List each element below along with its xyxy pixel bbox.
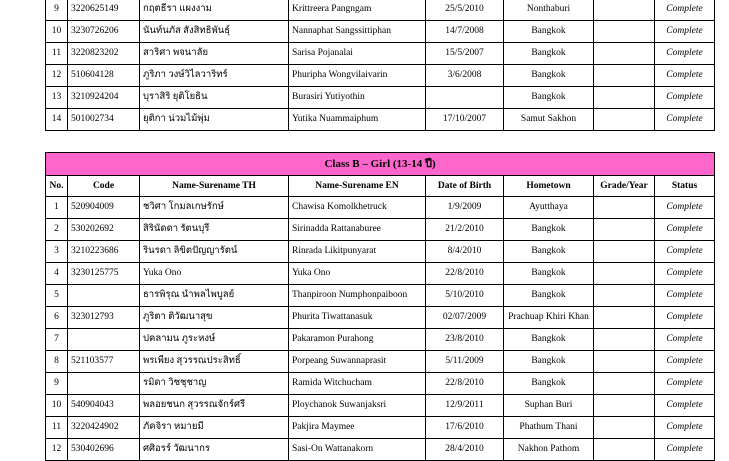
cell-no: 13 (46, 87, 68, 109)
cell-grade (594, 395, 655, 417)
cell-grade (594, 439, 655, 461)
header-hometown: Hometown (504, 176, 594, 197)
cell-no: 3 (46, 241, 68, 263)
cell-no: 12 (46, 65, 68, 87)
cell-hometown: Phathum Thani (504, 417, 594, 439)
cell-code: 501002734 (68, 109, 140, 131)
cell-status: Complete (655, 373, 715, 395)
cell-name-th: ภูริภา วงษ์วิไลวาริทร์ (140, 65, 289, 87)
cell-no: 11 (46, 417, 68, 439)
cell-name-en: Sasi-On Wattanakorn (289, 439, 426, 461)
header-status: Status (655, 176, 715, 197)
header-dob: Date of Birth (426, 176, 504, 197)
cell-no: 7 (46, 329, 68, 351)
cell-grade (594, 351, 655, 373)
cell-code: 540904043 (68, 395, 140, 417)
cell-name-th: บุราสิริ ยุติโยธิน (140, 87, 289, 109)
cell-no: 1 (46, 197, 68, 219)
cell-name-th: นันท์นภัส สังสิทธิพันธุ์ (140, 21, 289, 43)
cell-status: Complete (655, 439, 715, 461)
cell-dob: 8/4/2010 (426, 241, 504, 263)
cell-no: 9 (46, 373, 68, 395)
cell-no: 4 (46, 263, 68, 285)
cell-name-en: Yuka Ono (289, 263, 426, 285)
cell-dob: 21/2/2010 (426, 219, 504, 241)
cell-code: 510604128 (68, 65, 140, 87)
cell-name-th: สิรินัดดา รัตนบุรี (140, 219, 289, 241)
table-row (46, 87, 715, 109)
cell-dob (426, 87, 504, 109)
cell-name-en: Burasiri Yutiyothin (289, 87, 426, 109)
cell-code: 3220625149 (68, 0, 140, 21)
cell-status: Complete (655, 263, 715, 285)
cell-hometown: Bangkok (504, 373, 594, 395)
cell-hometown: Samut Sakhon (504, 109, 594, 131)
cell-hometown: Bangkok (504, 219, 594, 241)
cell-status: Complete (655, 307, 715, 329)
cell-code: 521103577 (68, 351, 140, 373)
table-row (46, 329, 715, 351)
cell-grade (594, 109, 655, 131)
cell-name-th: พลอยชนก สุวรรณจักร์ศรี (140, 395, 289, 417)
cell-grade (594, 329, 655, 351)
table-row (46, 351, 715, 373)
cell-no: 9 (46, 0, 68, 21)
cell-code: 323012793 (68, 307, 140, 329)
cell-code: 520904009 (68, 197, 140, 219)
cell-code: 3210223686 (68, 241, 140, 263)
cell-status: Complete (655, 395, 715, 417)
table-row (46, 373, 715, 395)
cell-dob: 22/8/2010 (426, 373, 504, 395)
header-no: No. (46, 176, 68, 197)
cell-dob: 23/8/2010 (426, 329, 504, 351)
cell-status: Complete (655, 241, 715, 263)
cell-grade (594, 43, 655, 65)
cell-name-th: กฤตธีรา แผงงาม (140, 0, 289, 21)
cell-status: Complete (655, 65, 715, 87)
cell-dob: 14/7/2008 (426, 21, 504, 43)
cell-name-en: Pakaramon Purahong (289, 329, 426, 351)
table-row (46, 241, 715, 263)
cell-code: 530202692 (68, 219, 140, 241)
cell-dob: 3/6/2008 (426, 65, 504, 87)
cell-dob: 5/11/2009 (426, 351, 504, 373)
cell-hometown: Bangkok (504, 43, 594, 65)
table-title-row (46, 153, 715, 176)
cell-name-th: ภัคจิรา หมายมี (140, 417, 289, 439)
cell-name-th: รินรดา ลิขิตปัญญารัตน์ (140, 241, 289, 263)
cell-grade (594, 285, 655, 307)
cell-status: Complete (655, 351, 715, 373)
cell-code (68, 329, 140, 351)
cell-name-th: Yuka Ono (140, 263, 289, 285)
cell-status: Complete (655, 329, 715, 351)
cell-name-en: Rinrada Likitpunyarat (289, 241, 426, 263)
cell-name-en: Porpeang Suwannaprasit (289, 351, 426, 373)
table-row (46, 285, 715, 307)
cell-name-en: Chawisa Komolkhetruck (289, 197, 426, 219)
cell-name-th: สาริศา พจนาลัย (140, 43, 289, 65)
cell-grade (594, 21, 655, 43)
cell-status: Complete (655, 87, 715, 109)
cell-dob: 5/10/2010 (426, 285, 504, 307)
cell-name-en: Ploychanok Suwanjaksri (289, 395, 426, 417)
table-header-row (46, 176, 715, 197)
cell-no: 8 (46, 351, 68, 373)
cell-no: 14 (46, 109, 68, 131)
cell-grade (594, 219, 655, 241)
table-row (46, 417, 715, 439)
cell-no: 6 (46, 307, 68, 329)
cell-code: 3230125775 (68, 263, 140, 285)
cell-code (68, 285, 140, 307)
cell-name-en: Sirinadda Rattanaburee (289, 219, 426, 241)
cell-hometown: Prachuap Khiri Khan (504, 307, 594, 329)
table-row (46, 0, 715, 21)
header-grade: Grade/Year (594, 176, 655, 197)
cell-hometown: Bangkok (504, 263, 594, 285)
cell-name-en: Sarisa Pojanalai (289, 43, 426, 65)
cell-grade (594, 241, 655, 263)
cell-name-en: Krittreera Pangngam (289, 0, 426, 21)
cell-name-en: Nannaphat Sangssittiphan (289, 21, 426, 43)
cell-grade (594, 373, 655, 395)
cell-code: 3230726206 (68, 21, 140, 43)
cell-code: 3210924204 (68, 87, 140, 109)
cell-hometown: Bangkok (504, 285, 594, 307)
cell-status: Complete (655, 219, 715, 241)
cell-grade (594, 307, 655, 329)
cell-hometown: Suphan Buri (504, 395, 594, 417)
roster-table-continued (45, 0, 715, 131)
cell-hometown: Bangkok (504, 21, 594, 43)
table-row (46, 197, 715, 219)
cell-no: 10 (46, 21, 68, 43)
cell-dob: 15/5/2007 (426, 43, 504, 65)
cell-grade (594, 0, 655, 21)
cell-dob: 1/9/2009 (426, 197, 504, 219)
cell-grade (594, 197, 655, 219)
cell-hometown: Bangkok (504, 65, 594, 87)
table-row (46, 307, 715, 329)
cell-no: 5 (46, 285, 68, 307)
cell-name-th: ศศิอรร์ วัฒนากร (140, 439, 289, 461)
table-row (46, 439, 715, 461)
cell-no: 10 (46, 395, 68, 417)
header-code: Code (68, 176, 140, 197)
cell-hometown: Bangkok (504, 351, 594, 373)
cell-status: Complete (655, 21, 715, 43)
header-name-en: Name-Surename EN (289, 176, 426, 197)
header-name-th: Name-Surename TH (140, 176, 289, 197)
cell-dob: 25/5/2010 (426, 0, 504, 21)
cell-name-th: ธารพิรุณ นำพลไพบูลย์ (140, 285, 289, 307)
cell-grade (594, 417, 655, 439)
table-row (46, 21, 715, 43)
cell-dob: 28/4/2010 (426, 439, 504, 461)
cell-name-en: Phuripha Wongvilaivarin (289, 65, 426, 87)
cell-hometown: Nakhon Pathom (504, 439, 594, 461)
cell-name-th: ชวิศา โกมลเกษรักษ์ (140, 197, 289, 219)
cell-hometown: Bangkok (504, 329, 594, 351)
cell-no: 2 (46, 219, 68, 241)
table-row (46, 43, 715, 65)
cell-name-en: Phurita Tiwattanasuk (289, 307, 426, 329)
cell-name-en: Thanpiroon Numphonpaiboon (289, 285, 426, 307)
cell-status: Complete (655, 417, 715, 439)
table-row (46, 109, 715, 131)
cell-grade (594, 263, 655, 285)
cell-status: Complete (655, 0, 715, 21)
cell-grade (594, 65, 655, 87)
cell-hometown: Nonthaburi (504, 0, 594, 21)
cell-dob: 02/07/2009 (426, 307, 504, 329)
table-row (46, 263, 715, 285)
cell-name-th: รมิดา วิชชุชาญ (140, 373, 289, 395)
cell-status: Complete (655, 285, 715, 307)
cell-dob: 22/8/2010 (426, 263, 504, 285)
cell-name-en: Yutika Nuammaiphum (289, 109, 426, 131)
table-title: Class B – Girl (13-14 ปี) (46, 153, 715, 176)
cell-status: Complete (655, 109, 715, 131)
cell-hometown: Bangkok (504, 241, 594, 263)
cell-name-th: ภูริตา ติวัฒนาสุข (140, 307, 289, 329)
cell-name-en: Pakjira Maymee (289, 417, 426, 439)
cell-hometown: Bangkok (504, 87, 594, 109)
table-row (46, 395, 715, 417)
cell-name-th: ปคลามน ภูระหงษ์ (140, 329, 289, 351)
cell-code: 530402696 (68, 439, 140, 461)
table-row (46, 65, 715, 87)
cell-name-en: Ramida Witchucham (289, 373, 426, 395)
table-row (46, 219, 715, 241)
cell-dob: 12/9/2011 (426, 395, 504, 417)
cell-hometown: Ayutthaya (504, 197, 594, 219)
cell-code: 3220424902 (68, 417, 140, 439)
cell-grade (594, 87, 655, 109)
cell-no: 11 (46, 43, 68, 65)
cell-name-th: พรเพียง สุวรรณประสิทธิ์ (140, 351, 289, 373)
cell-dob: 17/6/2010 (426, 417, 504, 439)
cell-code: 3220823202 (68, 43, 140, 65)
class-b-girl-table (45, 152, 715, 461)
cell-status: Complete (655, 197, 715, 219)
cell-status: Complete (655, 43, 715, 65)
cell-code (68, 373, 140, 395)
cell-name-th: ยุติกา น่วมไม้พุ่ม (140, 109, 289, 131)
cell-dob: 17/10/2007 (426, 109, 504, 131)
cell-no: 12 (46, 439, 68, 461)
